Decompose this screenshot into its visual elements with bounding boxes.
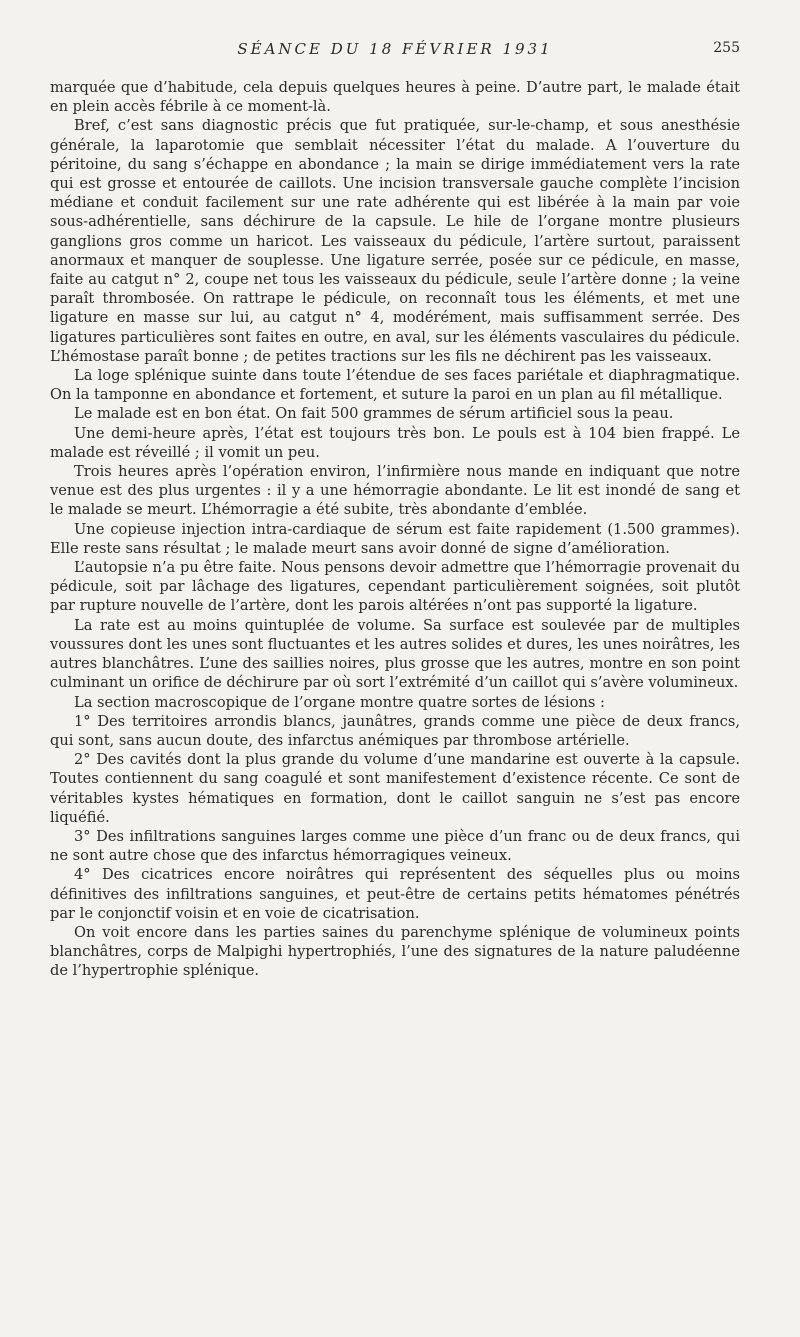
running-title: SÉANCE DU 18 FÉVRIER 1931 [237, 40, 553, 58]
paragraph: 3° Des infiltrations sanguines larges comme une pièce d’un franc ou de deux francs, qui ne sont autre chose que des infarctus hémorragiques veineux. [50, 827, 740, 865]
paragraph: La rate est au moins quintuplée de volume. Sa surface est soulevée par de multiples voussures dont les unes sont fluctuantes et les autres solides et dures, les unes noirâtres, les autres blanchâtres. L’une des saillies noires, plus grosse que les autres, montre en son point culminant un orifice de déchirure par où sort l’extrémité d’un caillot qui s’avère volumineux. [50, 616, 740, 692]
paragraph: 2° Des cavités dont la plus grande du volume d’une mandarine est ouverte à la capsule. Toutes contiennent du sang coagulé et sont manifestement d’existence récente. Ce sont de véritables kystes hématiques en formation, dont le caillot sanguin ne s’est pas encore liquéfié. [50, 751, 740, 826]
paragraph: marquée que d’habitude, cela depuis quelques heures à peine. D’autre part, le malade était en plein accès fébrile à ce moment-là. [50, 79, 740, 116]
paragraph: L’autopsie n’a pu être faite. Nous pensons devoir admettre que l’hémorragie provenait du pédicule, soit par lâchage des ligatures, cependant particulièrement soignées, soit plutôt par rupture nouvelle de l’artère, dont les parois altérées n’ont pas supporté la ligature. [50, 559, 740, 615]
paragraph: La section macroscopique de l’organe montre quatre sortes de lésions : [74, 693, 605, 711]
paragraph: Une copieuse injection intra-cardiaque de sérum est faite rapidement (1.500 grammes). Elle reste sans résultat ; le malade meurt sans avoir donné de signe d’amélioration. [50, 520, 740, 557]
paragraph: Une demi-heure après, l’état est toujours très bon. Le pouls est à 104 bien frappé. Le malade est réveillé ; il vomit un peu. [50, 424, 740, 461]
paragraph: Le malade est en bon état. On fait 500 grammes de sérum artificiel sous la peau. [74, 405, 674, 423]
page-number: 255 [713, 40, 740, 56]
paragraph: 4° Des cicatrices encore noirâtres qui représentent des séquelles plus ou moins définitives des infiltrations sanguines, et peut-être de certains petits hématomes pénétrés par le conjonctif voisin et en voie de cicatrisation. [50, 866, 740, 922]
running-head [50, 40, 740, 66]
body-text [50, 78, 740, 981]
paragraph: La loge splénique suinte dans toute l’étendue de ses faces pariétale et diaphragmatique. On la tamponne en abondance et fortement, et suture la paroi en un plan au fil métallique. [50, 367, 740, 404]
paragraph: On voit encore dans les parties saines du parenchyme splénique de volumineux points blanchâtres, corps de Malpighi hypertrophiés, l’une des signatures de la nature paludéenne de l’hypertrophie splénique. [50, 923, 740, 980]
paragraph: Trois heures après l’opération environ, l’infirmière nous mande en indiquant que notre venue est des plus urgentes : il y a une hémorragie abondante. Le lit est inondé de sang et le malade se meurt. L’hémorragie a été subite, très abondante d’emblée. [50, 463, 740, 519]
paragraph: Bref, c’est sans diagnostic précis que fut pratiquée, sur-le-champ, et sous anesthésie générale, la laparotomie que semblait nécessiter l’état du malade. A l’ouverture du péritoine, du sang s’échappe en abondance ; la main se dirige immédiatement vers la rate qui est grosse et entourée de caillots. Une incision transversale gauche complète l’incision médiane et conduit facilement sur une rate adhérente qui est libérée à la main par voie sous-adhérentielle, sans déchirure de la capsule. Le hile de l’organe montre plusieurs ganglions gros comme un haricot. Les vaisseaux du pédicule, l’artère surtout, paraissent anormaux et manquer de souplesse. Une ligature serrée, posée sur ce pédicule, en masse, faite au catgut n° 2, coupe net tous les vaisseaux du pédicule, seule l’artère donne ; la veine paraît thrombosée. On rattrape le pédicule, on reconnaît tous les éléments, et met une ligature en masse sur lui, au catgut n° 4, modérément, mais suffisamment serrée. Des ligatures particulières sont faites en outre, en aval, sur les éléments vasculaires du pédicule. L’hémostase paraît bonne ; de petites tractions sur les fils ne déchirent pas les vaisseaux. [50, 117, 740, 365]
paragraph: 1° Des territoires arrondis blancs, jaunâtres, grands comme une pièce de deux francs, qui sont, sans aucun doute, des infarctus anémiques par thrombose artérielle. [50, 712, 740, 749]
